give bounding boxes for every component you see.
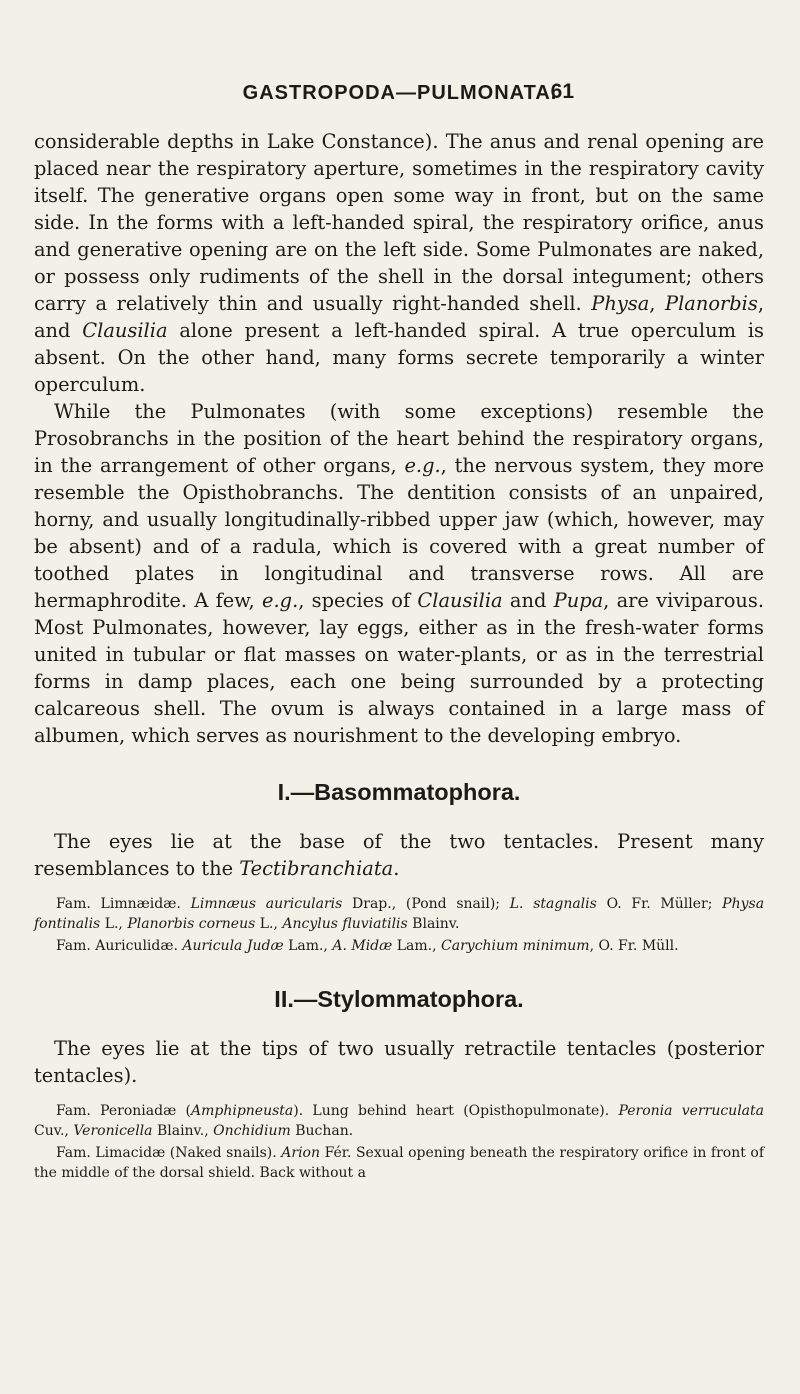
section-1-families (34, 894, 764, 956)
family-auriculidae: Fam. Auriculidæ. Auricula Judæ Lam., A. Midæ Lam., Carychium minimum, O. Fr. Müll. (56, 938, 679, 954)
section-2-families (34, 1101, 764, 1183)
family-limacidae: Fam. Limacidæ (Naked snails). Arion Fér. Sexual opening beneath the respiratory orifice in front of the middle of the dorsal shield. Back without a (34, 1145, 765, 1181)
paragraph-2: While the Pulmonates (with some exceptions) resemble the Prosobranchs in the position of the heart behind the respiratory organs, in the arrangement of other organs, e.g., the nervous system, they more resemble the Opisthobranchs. The dentition consists of an unpaired, horny, and usually longitudinally-ribbed upper jaw (which, however, may be absent) and of a radula, which is covered with a great number of toothed plates in longitudinal and transverse rows. All are hermaphrodite. A few, e.g., species of Clausilia and Pupa, are viviparous. Most Pulmonates, however, lay eggs, either as in the fresh-water forms united in tubular or flat masses on water-plants, or as in the terrestrial forms in damp places, each one being surrounded by a protecting calcareous shell. The ovum is always contained in a large mass of albumen, which serves as nourishment to the developing embryo. (34, 400, 765, 747)
family-limnaeidae: Fam. Limnæidæ. Limnæus auricularis Drap., (Pond snail); L. stagnalis O. Fr. Müller; Physa fontinalis L., Planorbis corneus L., Ancylus fluviatilis Blainv. (34, 896, 765, 932)
running-head: GASTROPODA—PULMONATA. (242, 82, 558, 104)
section-title-basommatophora: I.—Basommatophora. (277, 779, 521, 805)
paragraph-1: considerable depths in Lake Constance). The anus and renal opening are placed near the respiratory aperture, sometimes in the respiratory cavity itself. The generative organs open some way in front, but on the same side. In the forms with a left-handed spiral, the respiratory orifice, anus and generative opening are on the left side. Some Pulmonates are naked, or possess only rudiments of the shell in the dorsal integument; others carry a relatively thin and usually right-handed shell. Physa, Planorbis, and Clausilia alone present a left-handed spiral. A true operculum is absent. On the other hand, many forms secrete temporarily a winter operculum. (34, 130, 764, 396)
body-text (34, 128, 764, 1185)
section-2-description: The eyes lie at the tips of two usually retractile tentacles (posterior tentacles). (34, 1037, 764, 1087)
page-number: 61 (550, 80, 574, 103)
family-peroniadae: Fam. Peroniadæ (Amphipneusta). Lung behind heart (Opisthopulmonate). Peronia verruculata Cuv., Veronicella Blainv., Onchidium Buchan. (34, 1103, 764, 1139)
section-title-stylommatophora: II.—Stylommatophora. (274, 986, 524, 1012)
section-1-description: The eyes lie at the base of the two tentacles. Present many resemblances to the Tectibranchiata. (34, 830, 764, 880)
